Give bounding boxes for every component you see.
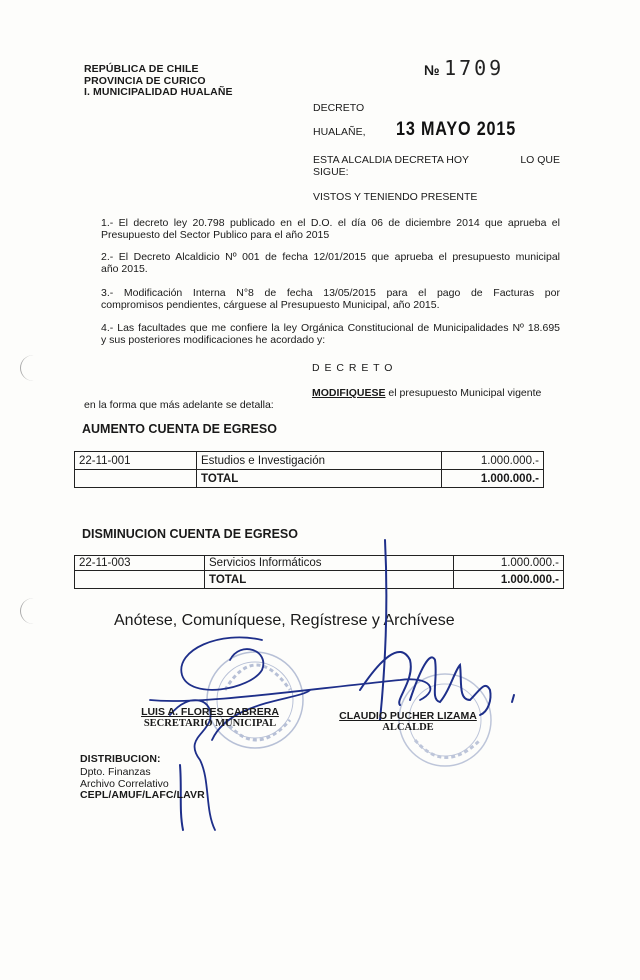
forma-line: en la forma que más adelante se detalla: <box>84 399 274 411</box>
decreto-spaced: D E C R E T O <box>312 362 394 374</box>
account-amount: 1.000.000.- <box>442 452 544 470</box>
empty-cell <box>75 470 197 488</box>
alcaldia-line1: ESTA ALCALDIA DECRETA HOY <box>313 154 469 166</box>
alcalde-title: ALCALDE <box>382 722 434 733</box>
decree-number <box>424 56 504 80</box>
punch-hole-mark <box>20 598 47 624</box>
date-stamp: 13 MAYO 2015 <box>396 119 517 140</box>
considerando-item <box>101 287 560 311</box>
secretario-name: LUIS A. FLORES CABRERA <box>141 706 279 718</box>
vistos-line: VISTOS Y TENIENDO PRESENTE <box>313 191 478 203</box>
distribucion-initials: CEPL/AMUF/LAFC/LAVR <box>80 788 205 801</box>
header-republica: REPÚBLICA DE CHILE <box>84 63 199 75</box>
secretario-title: SECRETARIO MUNICIPAL <box>143 718 277 729</box>
header-provincia: PROVINCIA DE CURICO <box>84 74 206 87</box>
total-label: TOTAL <box>205 571 454 589</box>
header-municipalidad: I. MUNICIPALIDAD HUALAÑE <box>84 86 233 98</box>
distribucion-item: Dpto. Finanzas <box>80 765 151 778</box>
considerando-item <box>101 322 560 346</box>
account-desc: Estudios e Investigación <box>197 452 442 470</box>
table-row <box>75 571 564 589</box>
punch-hole-mark <box>20 355 47 381</box>
signature-block-left <box>130 706 290 729</box>
closing-phrase: Anótese, Comuníquese, Regístrese y Archívese <box>114 612 455 629</box>
empty-cell <box>75 571 205 589</box>
place-label: HUALAÑE, <box>313 126 366 138</box>
considerando-line: 2.- El Decreto Alcaldicio Nº 001 de fecha 12/01/2015 que aprueba el presupuesto municipal <box>101 251 560 263</box>
table-row <box>75 556 564 571</box>
disminucion-table <box>74 555 564 589</box>
distribucion-block <box>80 754 205 801</box>
alcalde-name: CLAUDIO PUCHER LIZAMA <box>339 710 477 722</box>
signature-secretario <box>150 637 430 830</box>
aumento-title: AUMENTO CUENTA DE EGRESO <box>82 422 277 436</box>
total-label: TOTAL <box>197 470 442 488</box>
considerando-line: 3.- Modificación Interna N°8 de fecha 13/05/2015 para el pago de Facturas por <box>101 287 560 299</box>
considerando-item <box>101 251 560 275</box>
distribucion-item: Archivo Correlativo <box>80 777 169 790</box>
modifiquese-line <box>312 387 560 399</box>
distribucion-title: DISTRIBUCION: <box>80 753 161 765</box>
modifiquese-word: MODIFIQUESE <box>312 387 386 399</box>
disminucion-title: DISMINUCION CUENTA DE EGRESO <box>82 527 298 541</box>
considerando-line: compromisos pendientes, cárguese al Presupuesto Municipal, año 2015. <box>101 299 440 311</box>
aumento-table <box>74 451 544 488</box>
considerando-line: 4.- Las facultades que me confiere la ley Orgánica Constitucional de Municipalidades Nº 18.695 <box>101 322 560 334</box>
account-desc: Servicios Informáticos <box>205 556 454 571</box>
account-code: 22-11-003 <box>75 556 205 571</box>
considerando-item <box>101 217 560 241</box>
number-prefix: № <box>424 62 440 78</box>
considerando-line: año 2015. <box>101 263 148 275</box>
alcaldia-line2: SIGUE: <box>313 166 349 178</box>
account-amount: 1.000.000.- <box>454 556 564 571</box>
table-row <box>75 452 544 470</box>
institution-header <box>84 64 233 99</box>
considerando-line: 1.- El decreto ley 20.798 publicado en el D.O. el día 06 de diciembre 2014 que aprueba el <box>101 217 560 229</box>
total-amount: 1.000.000.- <box>442 470 544 488</box>
signature-block-right <box>328 710 488 733</box>
official-stamp-left <box>207 652 303 748</box>
modifiquese-rest: el presupuesto Municipal vigente <box>385 387 542 399</box>
decree-label: DECRETO <box>313 102 365 114</box>
total-amount: 1.000.000.- <box>454 571 564 589</box>
alcaldia-decreta <box>313 154 560 178</box>
considerando-line: y sus posteriores modificaciones he acordado y: <box>101 334 326 346</box>
alcaldia-line1-right: LO QUE <box>520 154 560 166</box>
account-code: 22-11-001 <box>75 452 197 470</box>
number-value: 1709 <box>444 56 505 80</box>
table-row <box>75 470 544 488</box>
considerando-line: Presupuesto del Sector Publico para el año 2015 <box>101 229 330 241</box>
